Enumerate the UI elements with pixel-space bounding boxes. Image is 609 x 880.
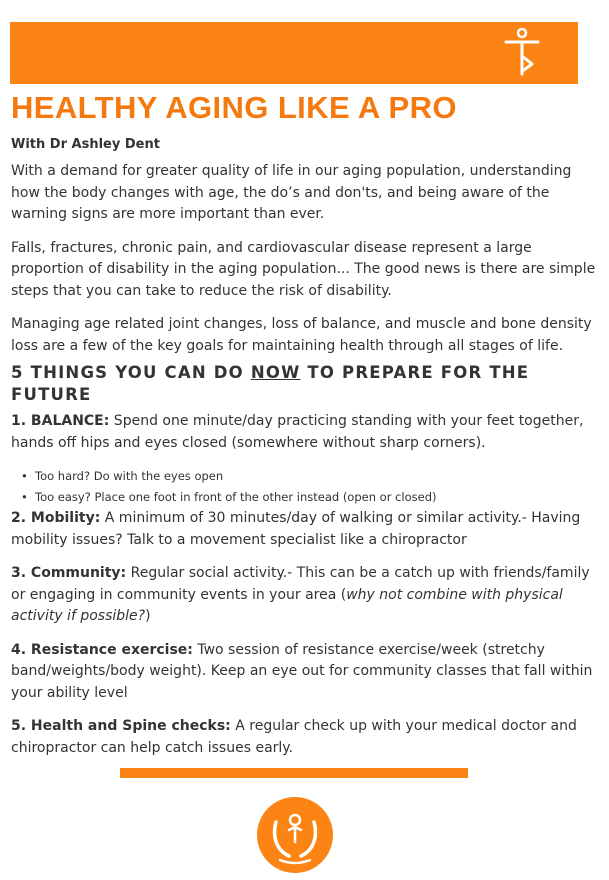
item-label: 1. BALANCE:: [11, 413, 110, 429]
intro-paragraph: Managing age related joint changes, loss of balance, and muscle and bone density loss are a few of the key goals for maintaining health through all stages of life.: [11, 316, 592, 354]
list-item: • Too hard? Do with the eyes open: [21, 466, 596, 487]
list-item-resistance: 4. Resistance exercise: Two session of resistance exercise/week (stretchy band/weights/body weight). Keep an eye out for community classes that fall within your ability level: [11, 641, 593, 701]
page-title: HEALTHY AGING LIKE A PRO: [11, 90, 457, 125]
item-label: 2. Mobility:: [11, 510, 101, 526]
item-label: 4. Resistance exercise:: [11, 641, 193, 658]
header-banner: [10, 22, 578, 84]
item-label: 3. Community:: [11, 565, 127, 581]
list-item-balance: 1. BALANCE: Spend one minute/day practicing standing with your feet together, hands off hips and eyes closed (somewhere without sharp corners).: [11, 413, 584, 451]
list-item-community: 3. Community: Regular social activity.- This can be a catch up with friends/family or engaging in community events in your area (why not combine with physical activity if possible?): [11, 565, 590, 624]
balance-tips-list: [11, 466, 596, 508]
article-body: [11, 161, 596, 771]
item-label: 5. Health and Spine checks:: [11, 718, 231, 734]
balance-figure-icon: [502, 26, 542, 80]
footer-divider: [120, 768, 468, 778]
list-item: • Too easy? Place one foot in front of the other instead (open or closed): [21, 487, 596, 508]
now-emphasis: NOW: [250, 363, 301, 382]
intro-paragraph: Falls, fractures, chronic pain, and cardiovascular disease represent a large proportion of disability in the aging population... The good news is there are simple steps that you can take to reduce the risk of disability.: [11, 239, 596, 299]
intro-paragraph: With a demand for greater quality of life in our aging population, understanding how the body changes with age, the do’s and don'ts, and being aware of the warning signs are more important than ever.: [11, 163, 572, 222]
hands-person-logo-icon: [256, 796, 334, 874]
list-item-health-checks: 5. Health and Spine checks: A regular check up with your medical doctor and chiropractor can help catch issues early.: [11, 718, 577, 756]
author-byline: With Dr Ashley Dent: [11, 137, 160, 152]
section-heading: 5 THINGS YOU CAN DO NOW TO PREPARE FOR THE FUTURE: [11, 363, 530, 404]
list-item-mobility: 2. Mobility: A minimum of 30 minutes/day of walking or similar activity.- Having mobility issues? Talk to a movement specialist like a chiropractor: [11, 510, 581, 548]
